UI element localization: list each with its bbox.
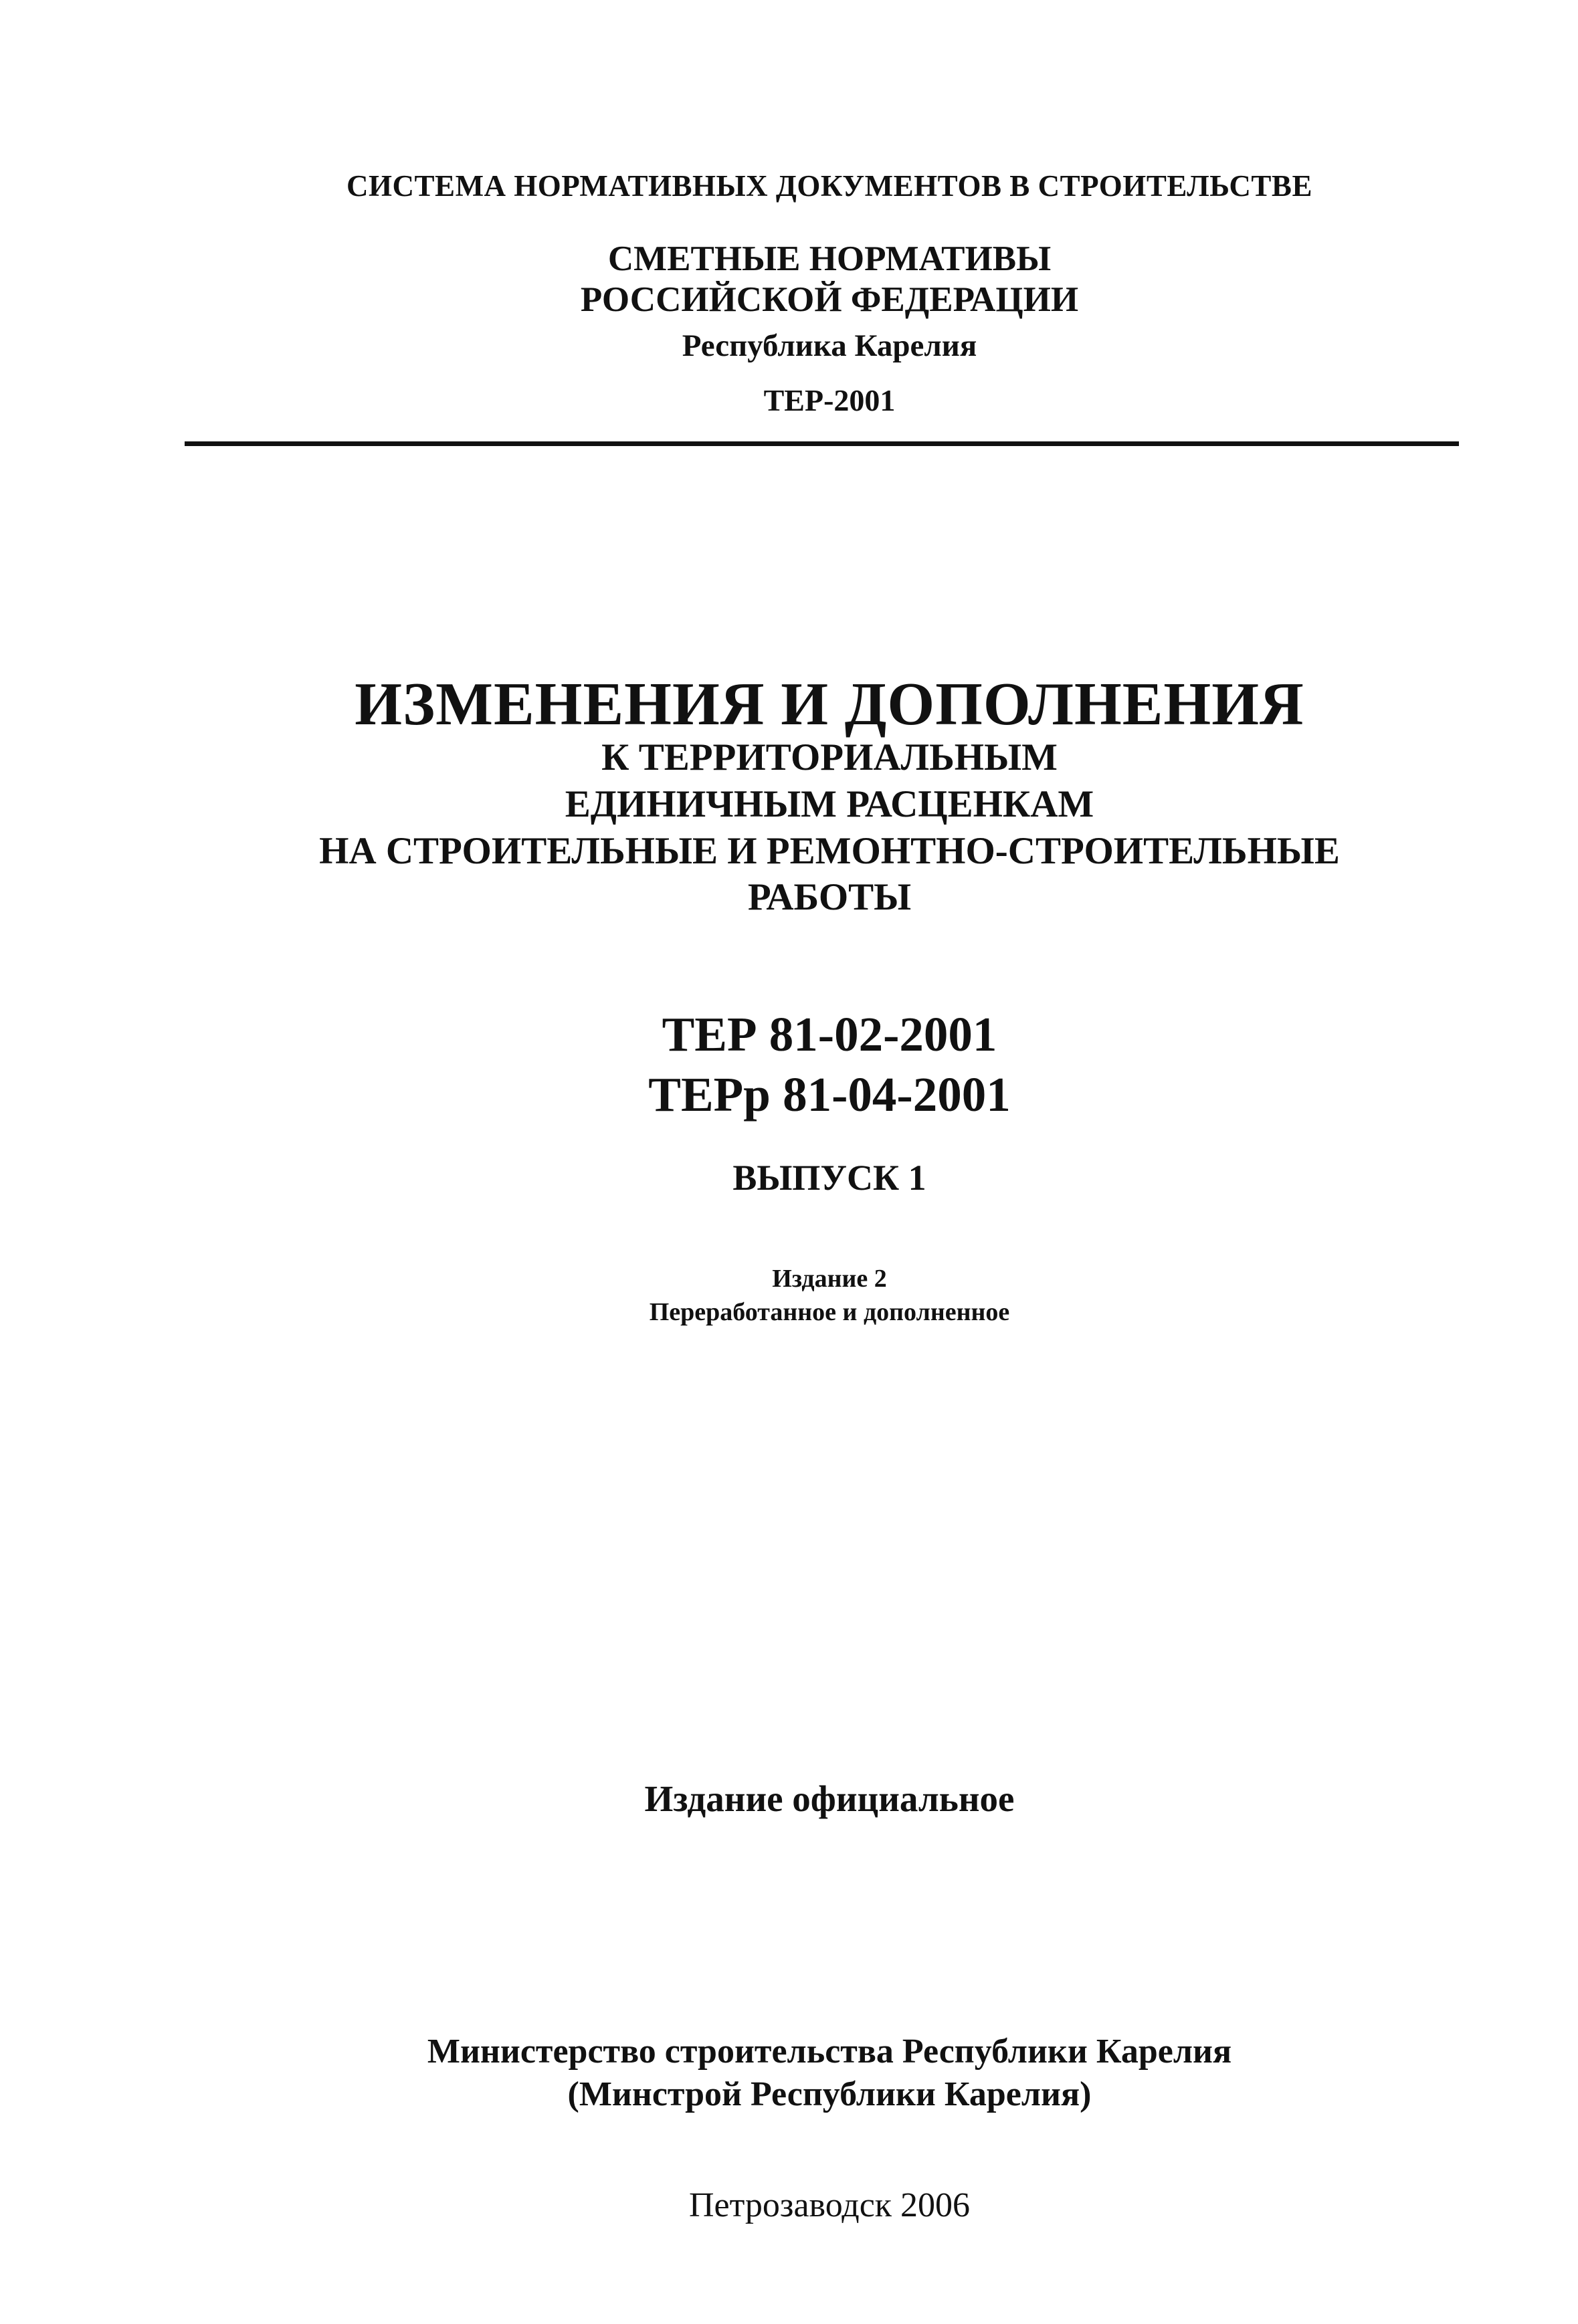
official-edition: Издание официальное: [644, 1778, 1015, 1819]
terr-code: ТЕРр 81-04-2001: [648, 1067, 1011, 1122]
publisher-name: Министерство строительства Республики Карелия: [427, 2032, 1232, 2071]
ter-code: ТЕР 81-02-2001: [662, 1007, 997, 1061]
document-title: ИЗМЕНЕНИЯ И ДОПОЛНЕНИЯ: [355, 670, 1304, 738]
edition-number: Издание 2: [772, 1265, 887, 1293]
norms-title-line-2: РОССИЙСКОЙ ФЕДЕРАЦИИ: [580, 280, 1079, 319]
region-name: Республика Карелия: [682, 328, 977, 363]
publisher-short-name: (Минстрой Республики Карелия): [567, 2075, 1092, 2113]
norms-title-line-1: СМЕТНЫЕ НОРМАТИВЫ: [607, 239, 1052, 278]
city-year: Петрозаводск 2006: [688, 2186, 971, 2224]
edition-note: Переработанное и дополненное: [649, 1298, 1010, 1326]
system-title: СИСТЕМА НОРМАТИВНЫХ ДОКУМЕНТОВ В СТРОИТЕЛЬСТВЕ: [347, 169, 1312, 203]
subtitle-line-1: К ТЕРРИТОРИАЛЬНЫМ: [601, 736, 1058, 778]
subtitle-line-2: ЕДИНИЧНЫМ РАСЦЕНКАМ: [565, 783, 1094, 825]
header-divider: [185, 441, 1459, 446]
issue-number: ВЫПУСК 1: [732, 1158, 926, 1198]
standard-code: ТЕР-2001: [763, 383, 896, 417]
subtitle-line-4: РАБОТЫ: [747, 876, 912, 918]
subtitle-line-3: НА СТРОИТЕЛЬНЫЕ И РЕМОНТНО-СТРОИТЕЛЬНЫЕ: [319, 830, 1340, 872]
